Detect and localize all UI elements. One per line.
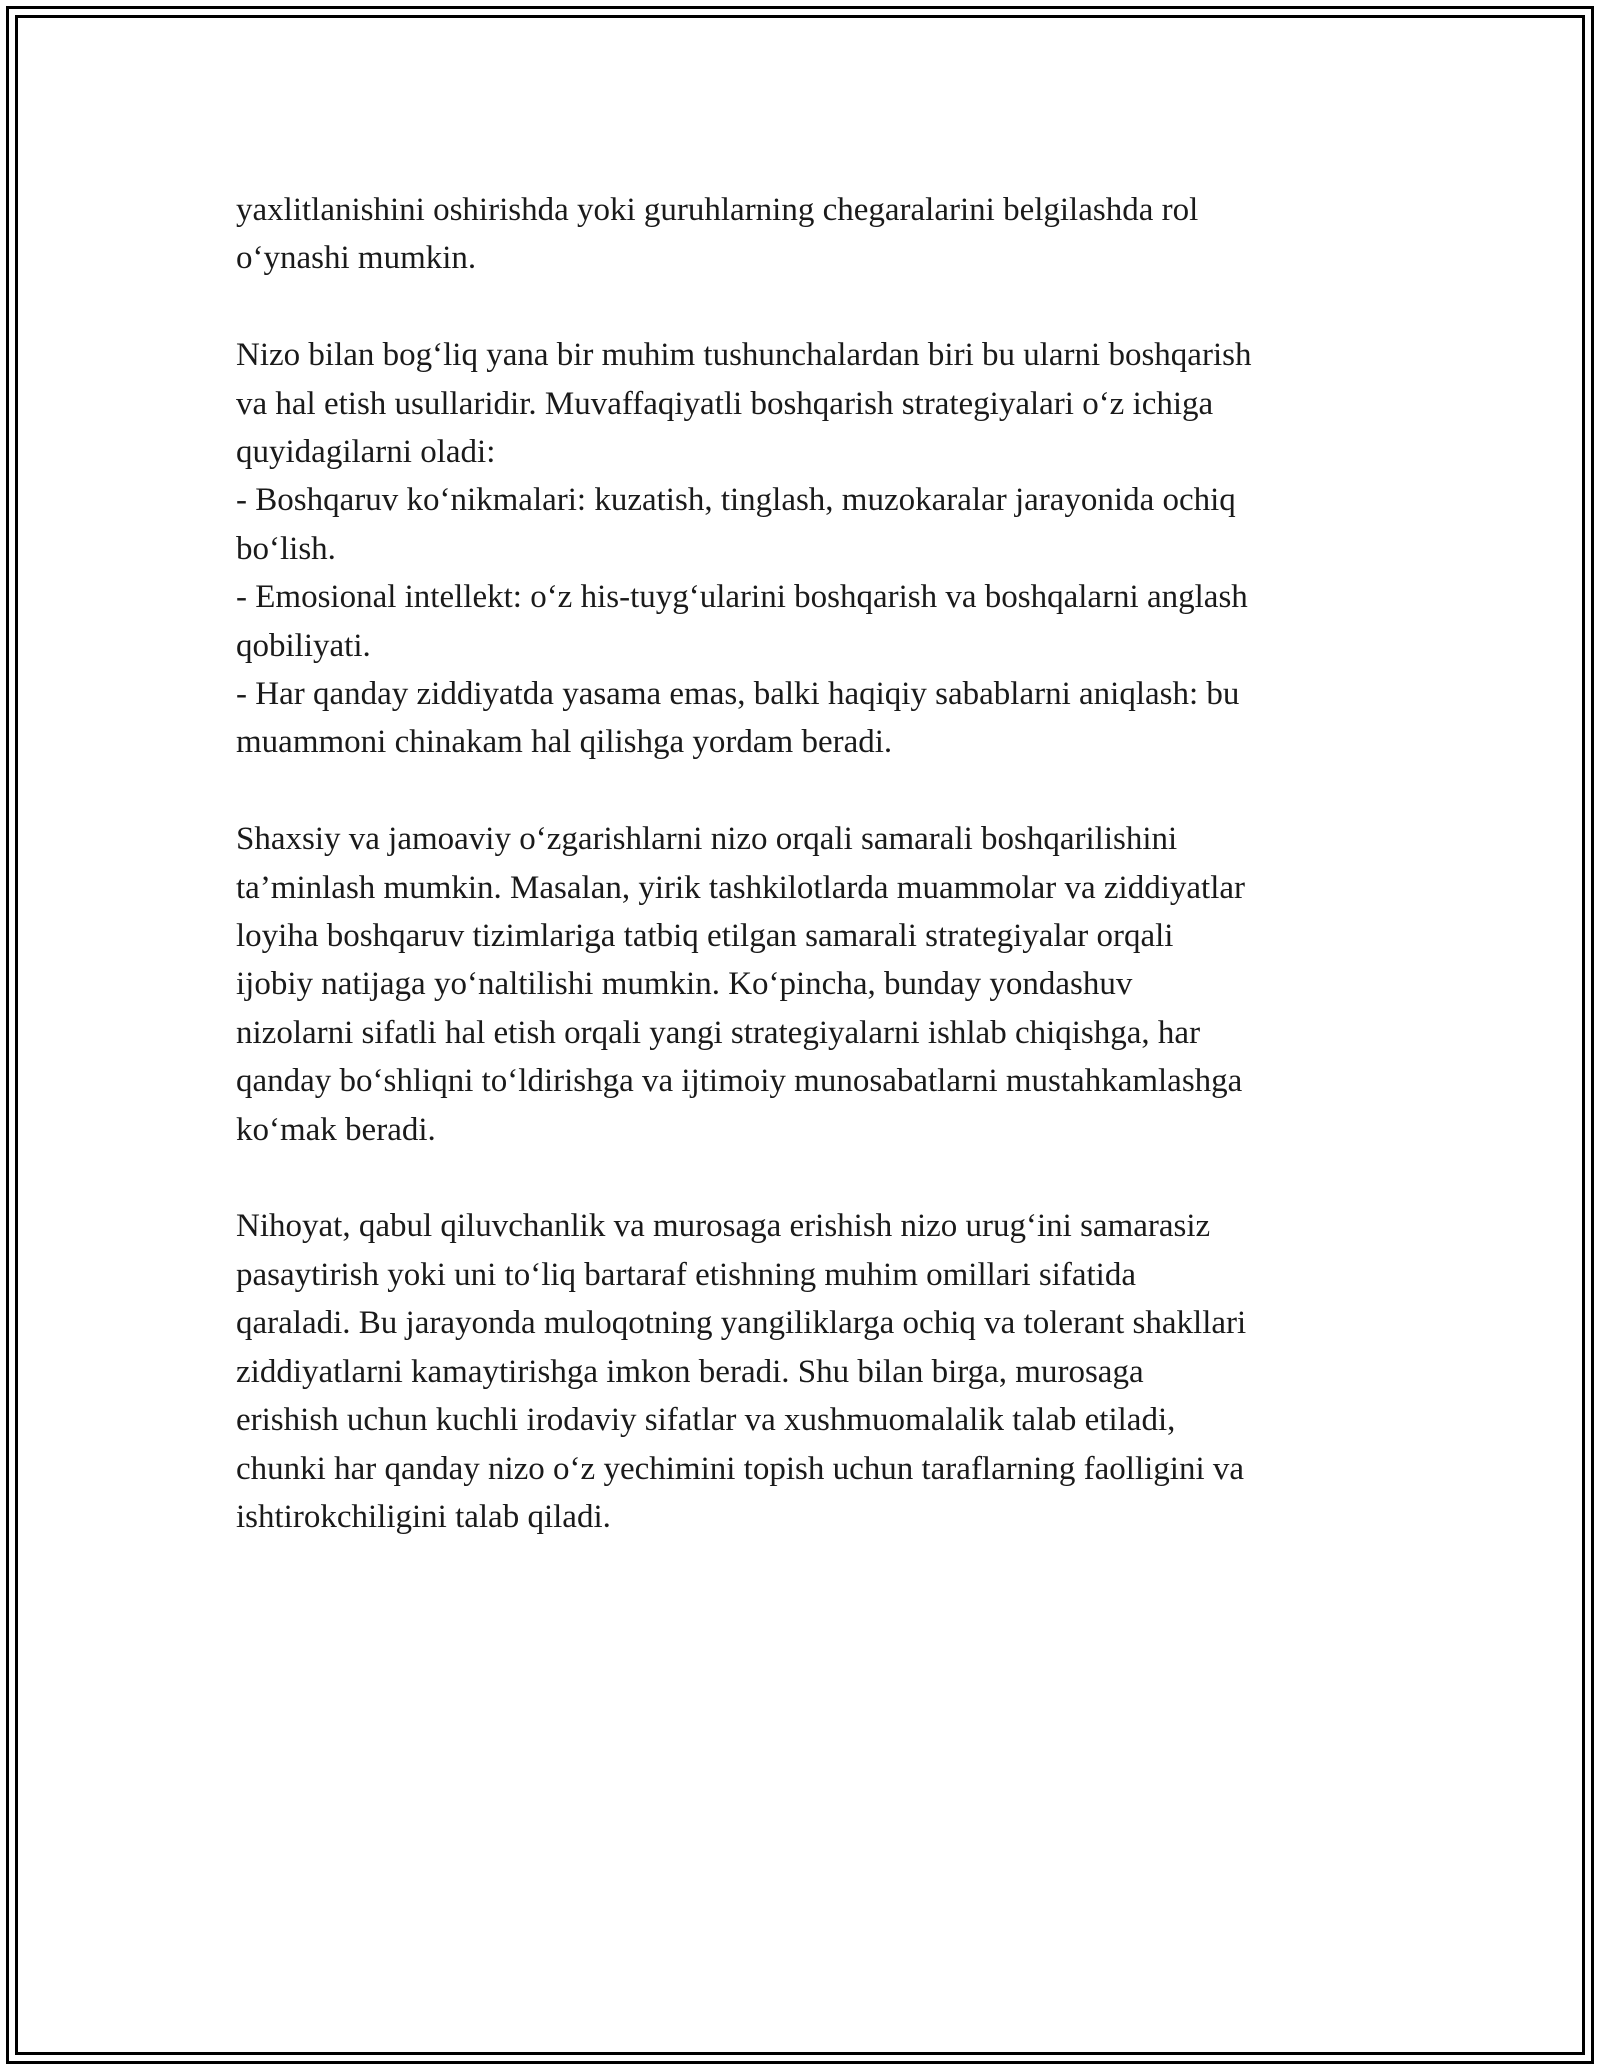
text-line: qanday bo‘shliqni to‘ldirishga va ijtimoiy munosabatlarni mustahkamlashga: [236, 1063, 1243, 1100]
text-line: quyidagilarni oladi:: [236, 434, 496, 471]
text-line: va hal etish usullaridir. Muvaffaqiyatli boshqarish strategiyalari o‘z ichiga: [236, 385, 1214, 422]
document-body: [236, 186, 1386, 1590]
text-line: nizolarni sifatli hal etish orqali yangi strategiyalarni ishlab chiqishga, har: [236, 1014, 1201, 1051]
text-line: Nizo bilan bog‘liq yana bir muhim tushunchalardan biri bu ularni boshqarish: [236, 337, 1252, 374]
text-line: loyiha boshqaruv tizimlariga tatbiq etilgan samarali strategiyalar orqali: [236, 918, 1174, 955]
list-item-line: qobiliyati.: [236, 627, 371, 664]
text-line: ijobiy natijaga yo‘naltilishi mumkin. Ko‘pincha, bunday yondashuv: [236, 966, 1133, 1003]
text-line: chunki har qanday nizo o‘z yechimini topish uchun taraflarning faolligini va: [236, 1450, 1245, 1487]
list-item-line: - Har qanday ziddiyatda yasama emas, balki haqiqiy sabablarni aniqlash: bu: [236, 676, 1240, 713]
paragraph-1: [236, 186, 1386, 283]
list-item-line: - Emosional intellekt: o‘z his-tuyg‘ularini boshqarish va boshqalarni anglash: [236, 579, 1248, 616]
text-line: pasaytirish yoki uni to‘liq bartaraf etishning muhim omillari sifatida: [236, 1256, 1136, 1293]
text-line: o‘ynashi mumkin.: [236, 240, 477, 277]
text-line: ko‘mak beradi.: [236, 1111, 436, 1148]
text-line: qaraladi. Bu jarayonda muloqotning yangiliklarga ochiq va tolerant shakllari: [236, 1305, 1247, 1342]
paragraph-3: [236, 815, 1386, 1154]
text-line: erishish uchun kuchli irodaviy sifatlar va xushmuomalalik talab etiladi,: [236, 1402, 1176, 1439]
text-line: yaxlitlanishini oshirishda yoki guruhlarning chegaralarini belgilashda rol: [236, 192, 1199, 228]
list-item-line: muammoni chinakam hal qilishga yordam beradi.: [236, 724, 893, 761]
text-line: ishtirokchiligini talab qiladi.: [236, 1498, 611, 1535]
text-line: Nihoyat, qabul qiluvchanlik va murosaga erishish nizo urug‘ini samarasiz: [236, 1208, 1211, 1245]
paragraph-4: [236, 1202, 1386, 1541]
text-line: Shaxsiy va jamoaviy o‘zgarishlarni nizo orqali samarali boshqarilishini: [236, 821, 1178, 858]
paragraph-2: [236, 331, 1386, 767]
text-line: ta’minlash mumkin. Masalan, yirik tashkilotlarda muammolar va ziddiyatlar: [236, 869, 1245, 906]
list-item-line: - Boshqaruv ko‘nikmalari: kuzatish, tinglash, muzokaralar jarayonida ochiq: [236, 482, 1236, 519]
list-item-line: bo‘lish.: [236, 530, 336, 567]
text-line: ziddiyatlarni kamaytirishga imkon beradi. Shu bilan birga, murosaga: [236, 1353, 1144, 1390]
